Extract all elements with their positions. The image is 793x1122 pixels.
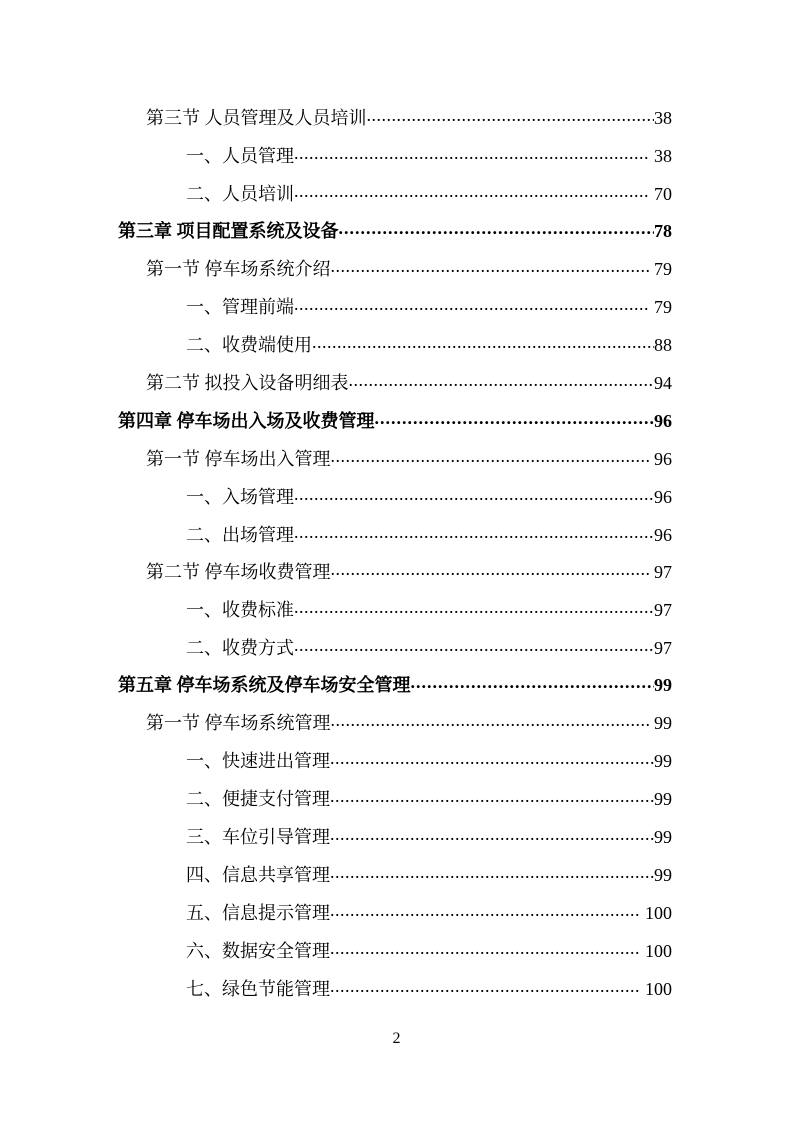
toc-entry-page-number: 99 [654,865,672,885]
toc-entry-page-number: 99 [654,713,672,733]
toc-dot-leader [411,673,655,691]
toc-entry-page-number: 78 [654,221,672,241]
toc-entry-page-number: 38 [654,108,672,128]
page-number: 2 [392,1030,401,1047]
toc-dot-leader [331,447,651,465]
toc-entry-page-number: 97 [654,638,672,658]
toc-dot-leader [294,523,654,541]
toc-dot-leader [330,939,641,957]
toc-dot-leader [367,106,655,124]
toc-dot-leader [330,863,654,881]
toc-dot-leader [330,787,654,805]
toc-entry-title: 七、绿色节能管理 [186,979,330,999]
toc-entry-page-number: 94 [654,373,672,393]
toc-entry[interactable] [0,371,793,392]
toc-entry-page-number: 100 [645,979,672,999]
toc-entry-title: 第五章 停车场系统及停车场安全管理 [118,675,411,695]
toc-entry-title: 一、快速进出管理 [186,751,330,771]
toc-dot-leader [294,636,654,654]
toc-entry-title: 第一节 停车场系统介绍 [146,259,331,279]
toc-entry[interactable] [0,636,793,657]
toc-entry-title: 六、数据安全管理 [186,941,330,961]
toc-entry[interactable] [0,901,793,922]
toc-entry-title: 二、出场管理 [186,525,294,545]
toc-dot-leader [331,711,651,729]
toc-entry-title: 一、入场管理 [186,487,294,507]
toc-entry-title: 二、收费方式 [186,638,294,658]
toc-entry-page-number: 99 [654,827,672,847]
toc-entry[interactable] [0,939,793,960]
toc-dot-leader [312,333,654,351]
toc-entry-page-number: 70 [654,184,672,204]
toc-entry-title: 二、人员培训 [186,184,294,204]
toc-dot-leader [294,144,650,162]
toc-entry[interactable] [0,787,793,808]
toc-entry-title: 第一节 停车场系统管理 [146,713,331,733]
toc-entry-title: 第二节 拟投入设备明细表 [146,373,349,393]
toc-dot-leader [375,409,655,427]
toc-entry-title: 第一节 停车场出入管理 [146,449,331,469]
toc-dot-leader [294,295,650,313]
toc-entry[interactable] [0,106,793,127]
toc-entry[interactable] [0,257,793,278]
toc-dot-leader [339,219,655,237]
toc-entry[interactable] [0,409,793,430]
toc-entry-title: 二、便捷支付管理 [186,789,330,809]
toc-dot-leader [330,749,654,767]
toc-dot-leader [330,901,641,919]
toc-dot-leader [330,977,641,995]
toc-entry[interactable] [0,523,793,544]
toc-entry[interactable] [0,219,793,240]
toc-entry-page-number: 99 [654,751,672,771]
toc-entry[interactable] [0,182,793,203]
toc-dot-leader [331,560,651,578]
toc-dot-leader [330,825,654,843]
toc-entry-page-number: 79 [654,259,672,279]
toc-dot-leader [331,257,651,275]
toc-entry[interactable] [0,863,793,884]
toc-dot-leader [294,182,650,200]
toc-entry-title: 五、信息提示管理 [186,903,330,923]
toc-entry[interactable] [0,333,793,354]
toc-entry[interactable] [0,749,793,770]
toc-entry-title: 一、管理前端 [186,297,294,317]
toc-entry-page-number: 100 [645,903,672,923]
toc-dot-leader [294,485,654,503]
toc-dot-leader [349,371,655,389]
toc-entry[interactable] [0,673,793,694]
toc-entry-title: 四、信息共享管理 [186,865,330,885]
toc-entry-page-number: 97 [654,562,672,582]
toc-entry-page-number: 88 [654,335,672,355]
toc-entry-page-number: 96 [654,487,672,507]
toc-entry[interactable] [0,560,793,581]
toc-entry[interactable] [0,144,793,165]
toc-entry-page-number: 99 [654,675,672,695]
toc-entry-page-number: 99 [654,789,672,809]
toc-entry-title: 二、收费端使用 [186,335,312,355]
toc-entry[interactable] [0,598,793,619]
toc-entry-page-number: 96 [654,449,672,469]
toc-entry-title: 一、收费标准 [186,600,294,620]
toc-entry-title: 第四章 停车场出入场及收费管理 [118,411,375,431]
toc-entry-page-number: 96 [654,525,672,545]
toc-entry[interactable] [0,447,793,468]
toc-entry-title: 一、人员管理 [186,146,294,166]
toc-entry-page-number: 96 [654,411,672,431]
toc-entry-title: 第三章 项目配置系统及设备 [118,221,339,241]
toc-entry-title: 三、车位引导管理 [186,827,330,847]
toc-entry[interactable] [0,825,793,846]
toc-entry-title: 第二节 停车场收费管理 [146,562,331,582]
toc-entry-page-number: 38 [654,146,672,166]
toc-entry-title: 第三节 人员管理及人员培训 [146,108,367,128]
toc-entry-page-number: 79 [654,297,672,317]
toc-dot-leader [294,598,654,616]
toc-entry[interactable] [0,485,793,506]
toc-entry[interactable] [0,711,793,732]
toc-entry[interactable] [0,295,793,316]
toc-entry[interactable] [0,977,793,998]
toc-entry-page-number: 97 [654,600,672,620]
toc-entry-page-number: 100 [645,941,672,961]
